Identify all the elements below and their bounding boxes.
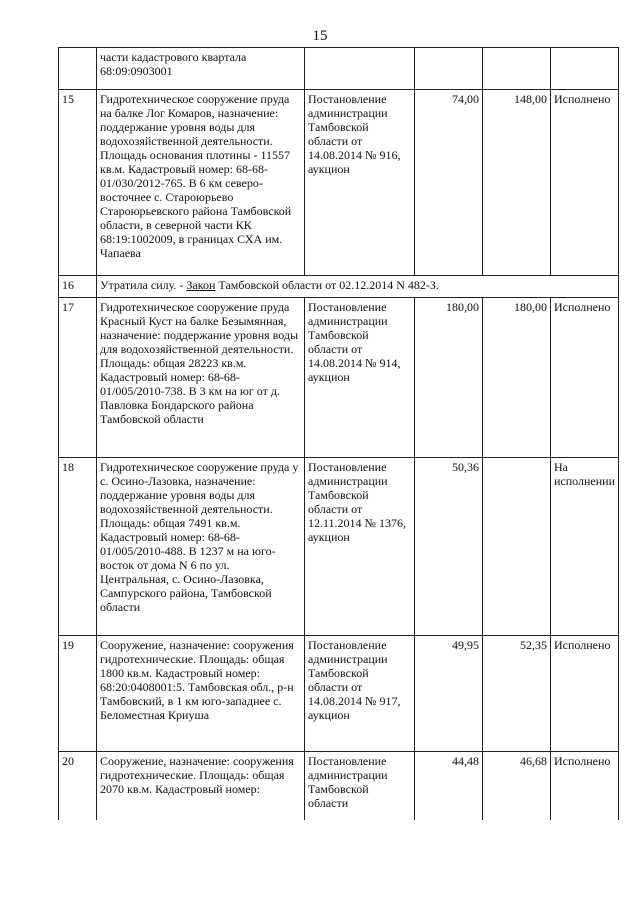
table-row: [59, 636, 619, 752]
execution-status: [551, 48, 619, 90]
law-link[interactable]: Закон: [186, 278, 216, 292]
actual-value: 148,00: [483, 90, 551, 276]
planned-value: [415, 48, 483, 90]
execution-status: Исполнено: [551, 752, 619, 820]
repealed-note-prefix: Утратила силу. -: [100, 278, 187, 292]
decision-document: [305, 48, 415, 90]
row-number: [59, 48, 97, 90]
object-description: Гидротехническое сооружение пруда Красный Куст на балке Безымянная, назначение: поддержание уровня воды для водохозяйственной деятельности. Площадь: общая 28223 кв.м. Кадастровый номер: 68-68-01/005/2010-738. В 3 км на юг от д. Павловка Бондарского района Тамбовской области: [97, 298, 305, 458]
planned-value: 44,48: [415, 752, 483, 820]
planned-value: 49,95: [415, 636, 483, 752]
planned-value: 180,00: [415, 298, 483, 458]
table-row: [59, 276, 619, 298]
table-row: [59, 298, 619, 458]
actual-value: 46,68: [483, 752, 551, 820]
row-number: 20: [59, 752, 97, 820]
execution-status: Исполнено: [551, 636, 619, 752]
object-description: Сооружение, назначение: сооружения гидротехнические. Площадь: общая 2070 кв.м. Кадастровый номер:: [97, 752, 305, 820]
row-number: 18: [59, 458, 97, 636]
object-description: части кадастрового квартала 68:09:0903001: [97, 48, 305, 90]
object-description: Гидротехническое сооружение пруда у с. Осино-Лазовка, назначение: поддержание уровня воды для водохозяйственной деятельности. Площадь: общая 7491 кв.м. Кадастровый номер: 68-68-01/005/2010-488. В 1237 м на юго-восток от дома N 6 по ул. Центральная, с. Осино-Лазовка, Сампурского района, Тамбовской области: [97, 458, 305, 636]
row-number: 15: [59, 90, 97, 276]
object-description: Сооружение, назначение: сооружения гидротехнические. Площадь: общая 1800 кв.м. Кадастровый номер: 68:20:0408001:5. Тамбовская обл., р-н Тамбовский, в 1 км юго-западнее с. Беломестная Криуша: [97, 636, 305, 752]
actual-value: [483, 458, 551, 636]
repealed-note-suffix: Тамбовской области от 02.12.2014 N 482-З.: [215, 278, 439, 292]
actual-value: 180,00: [483, 298, 551, 458]
row-number: 19: [59, 636, 97, 752]
repealed-note: [97, 276, 619, 298]
actual-value: [483, 48, 551, 90]
decision-document: Постановление администрации Тамбовской области от 12.11.2014 № 1376, аукцион: [305, 458, 415, 636]
decision-document: Постановление администрации Тамбовской области от 14.08.2014 № 917, аукцион: [305, 636, 415, 752]
actual-value: 52,35: [483, 636, 551, 752]
execution-status: На исполнении: [551, 458, 619, 636]
execution-status: Исполнено: [551, 298, 619, 458]
table-row: [59, 48, 619, 90]
property-table: [58, 47, 619, 820]
decision-document: Постановление администрации Тамбовской области от 14.08.2014 № 916, аукцион: [305, 90, 415, 276]
execution-status: Исполнено: [551, 90, 619, 276]
table-row: [59, 752, 619, 820]
page-number: 15: [312, 28, 328, 44]
row-number: 17: [59, 298, 97, 458]
object-description: Гидротехническое сооружение пруда на балке Лог Комаров, назначение: поддержание уровня воды для водохозяйственной деятельности. Площадь основания плотины - 11557 кв.м. Кадастровый номер: 68-68-01/030/2012-765. В 6 км северо-восточнее с. Староюрьево Староюрьевского района Тамбовской области, в северной части КК 68:19:1002009, в границах СХА им. Чапаева: [97, 90, 305, 276]
decision-document: Постановление администрации Тамбовской области от 14.08.2014 № 914, аукцион: [305, 298, 415, 458]
row-number: 16: [59, 276, 97, 298]
table-row: [59, 458, 619, 636]
decision-document: Постановление администрации Тамбовской области: [305, 752, 415, 820]
planned-value: 50,36: [415, 458, 483, 636]
planned-value: 74,00: [415, 90, 483, 276]
table-row: [59, 90, 619, 276]
